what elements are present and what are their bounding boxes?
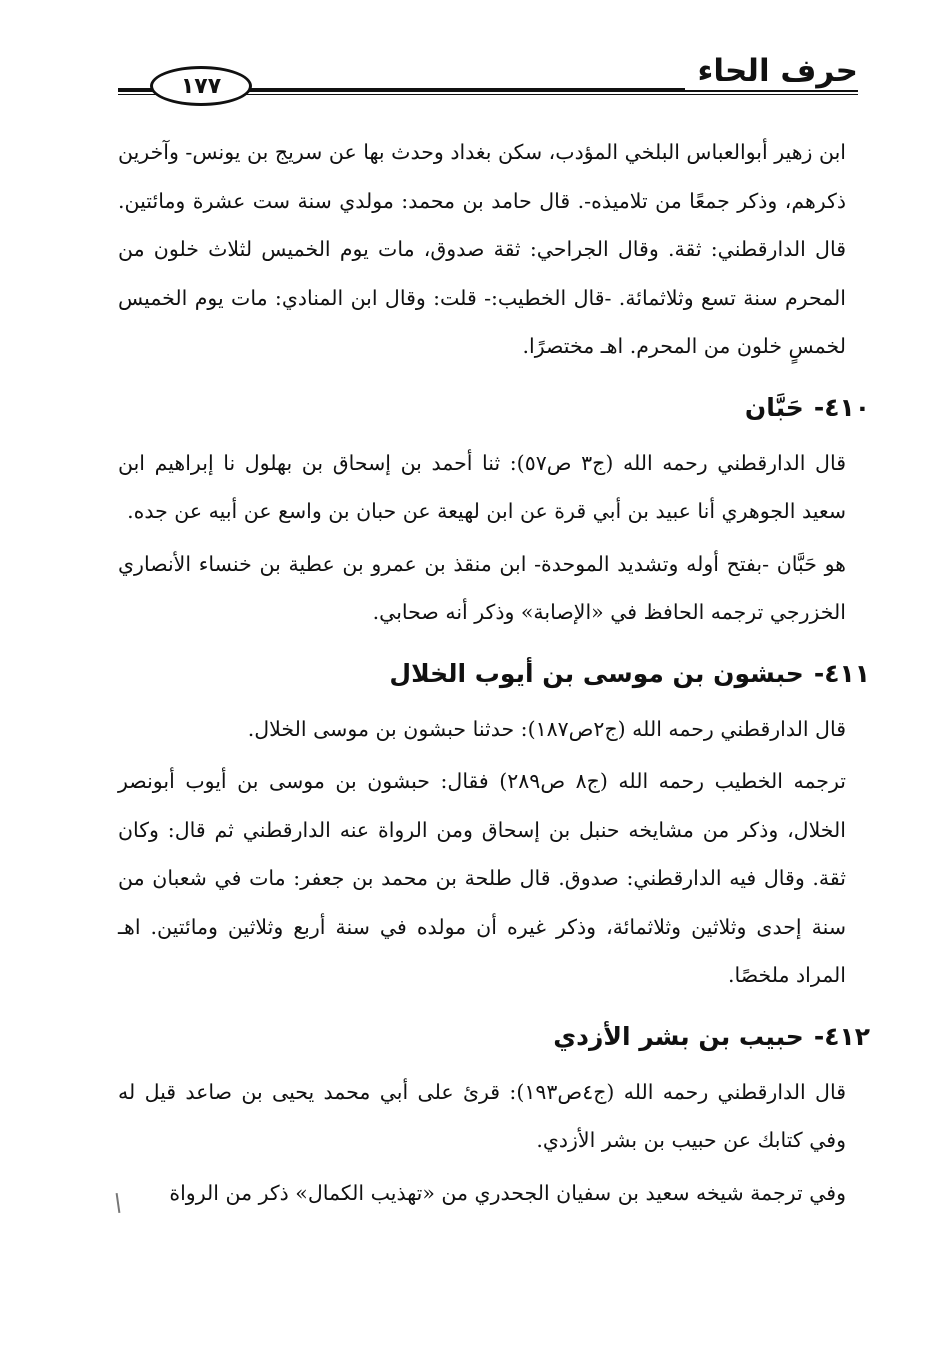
entry-title: حبيب بن بشر الأزدي — [553, 1021, 804, 1051]
entry-title: حبشون بن موسى بن أيوب الخلال — [389, 658, 804, 688]
entry-heading — [118, 657, 870, 691]
intro-paragraph: ابن زهير أبوالعباس البلخي المؤدب، سكن بغداد وحدث بها عن سريج بن يونس- وآخرين ذكرهم، وذكر جمعًا من تلاميذه-. قال حامد بن محمد: مولدي سنة ست عشرة ومائتين. قال الدارقطني: ثقة. وقال الجراحي: ثقة صدوق، مات يوم الخميس لثلاث خلون من المحرم سنة تسع وثلاثمائة. -قال الخطيب:- قلت: وقال ابن المنادي: مات يوم الخميس لخمسٍ خلون من المحرم. اهـ مختصرًا. — [118, 140, 846, 358]
entry-412 — [118, 1020, 870, 1218]
entry-paragraph: هو حَبَّان -بفتح أوله وتشديد الموحدة- ابن منقذ بن عمرو بن عطية بن خنساء الأنصاري الخزرجي ترجمه الحافظ في «الإصابة» وذكر أنه صحابي. — [118, 551, 846, 624]
entry-title: حَبَّان — [744, 392, 804, 422]
entry-number: ٤١٢- — [813, 1021, 870, 1051]
entry-number: ٤١١- — [813, 658, 870, 688]
page-number: ١٧٧ — [180, 73, 222, 99]
entry-paragraph: وفي ترجمة شيخه سعيد بن سفيان الجحدري من «تهذيب الكمال» ذكر من الرواة — [169, 1180, 846, 1205]
entry-410 — [118, 391, 870, 637]
entry-411 — [118, 657, 870, 1000]
page-number-badge — [150, 66, 252, 106]
entry-heading — [118, 391, 870, 425]
page-header — [118, 52, 858, 102]
entry-paragraph: قال الدارقطني رحمه الله (ج٤ص١٩٣): قرئ على أبي محمد يحيى بن صاعد قيل له وفي كتابك عن حبيب بن بشر الأزدي. — [118, 1079, 846, 1152]
entry-number: ٤١٠- — [813, 392, 870, 422]
entry-paragraph: قال الدارقطني رحمه الله (ج٣ ص٥٧): ثنا أحمد بن إسحاق بن بهلول نا إبراهيم ابن سعيد الجوهري أنا عبيد بن أبي قرة عن ابن لهيعة عن حبان بن واسع عن أبيه عن جده. — [118, 450, 846, 523]
page-body — [118, 128, 870, 1217]
entry-paragraph: قال الدارقطني رحمه الله (ج٢ص١٨٧): حدثنا حبشون بن موسى الخلال. — [247, 716, 846, 741]
entry-heading — [118, 1020, 870, 1054]
running-title: حرف الحاء — [685, 52, 858, 90]
entry-paragraph: ترجمه الخطيب رحمه الله (ج٨ ص٢٨٩) فقال: حبشون بن موسى بن أيوب أبونصر الخلال، وذكر من مشايخه حنبل بن إسحاق ومن الرواة عنه الدارقطني ثم قال: وكان ثقة. وقال فيه الدارقطني: صدوق. قال طلحة بن محمد بن جعفر: مات في شعبان من سنة إحدى وثلاثين وثلاثمائة، وذكر غيره أن مولده في سنة أربع وثلاثين ومائتين. اهـ المراد ملخصًا. — [118, 769, 846, 987]
